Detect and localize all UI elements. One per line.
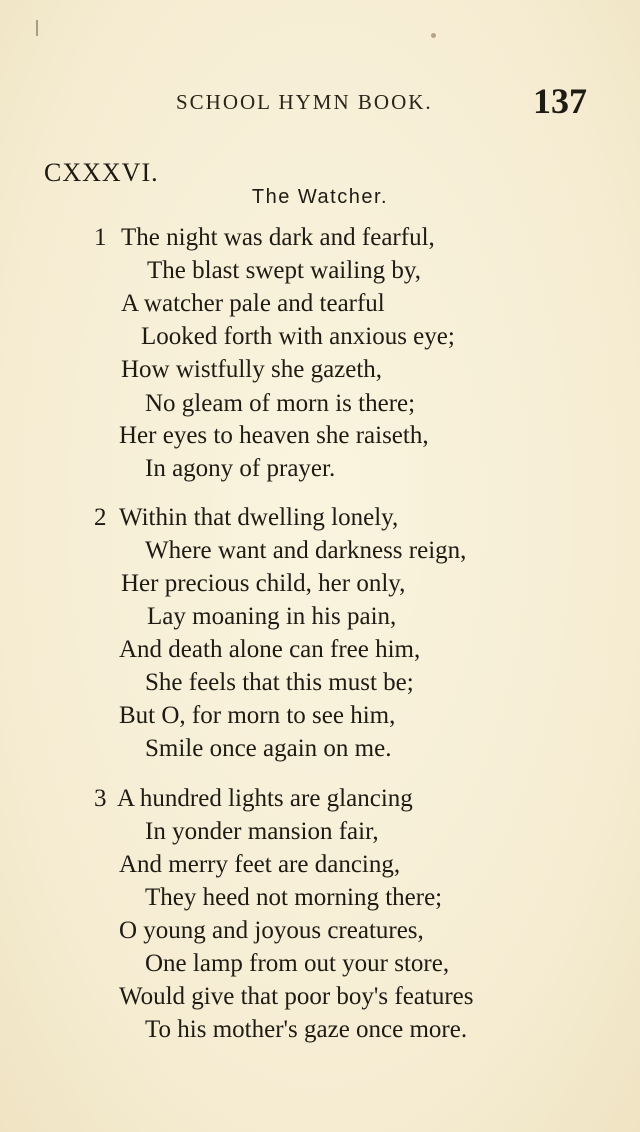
running-head: SCHOOL HYMN BOOK. <box>176 90 433 114</box>
verse-line: She feels that this must be; <box>145 669 414 696</box>
verse-line: Lay moaning in his pain, <box>147 603 397 630</box>
ink-speck <box>431 33 436 38</box>
verse-line: One lamp from out your store, <box>145 950 450 977</box>
verse-line: To his mother's gaze once more. <box>145 1016 468 1043</box>
verse-line: The night was dark and fearful, <box>121 224 435 251</box>
verse-line: Where want and darkness reign, <box>145 537 467 564</box>
verse-number: 2 <box>94 504 107 531</box>
verse-line: How wistfully she gazeth, <box>121 356 383 383</box>
margin-mark <box>36 20 38 36</box>
verse-line: They heed not morning there; <box>145 884 443 911</box>
verse-line: Would give that poor boy's features <box>119 983 474 1010</box>
verse-line: No gleam of morn is there; <box>145 390 416 417</box>
verse-line: In yonder mansion fair, <box>145 818 379 845</box>
verse-line: Smile once again on me. <box>145 735 392 762</box>
verse-line: The blast swept wailing by, <box>147 257 422 284</box>
verse-line: And merry feet are dancing, <box>119 851 401 878</box>
verse-line: A watcher pale and tearful <box>121 290 385 317</box>
verse-line: Her precious child, her only, <box>121 570 406 597</box>
page-number: 137 <box>533 81 587 121</box>
verse-line: Within that dwelling lonely, <box>119 504 399 531</box>
verse-line: O young and joyous creatures, <box>119 917 424 944</box>
hymn-title <box>0 186 640 209</box>
hymn-number: CXXXVI. <box>44 158 159 187</box>
verse-number: 3 <box>94 785 107 812</box>
verse-number: 1 <box>94 224 107 251</box>
hymn-title-text: The Watcher. <box>251 186 389 208</box>
verse-line: Looked forth with anxious eye; <box>141 323 455 350</box>
verse-line: A hundred lights are glancing <box>117 785 413 812</box>
verse-line: In agony of prayer. <box>145 455 336 482</box>
verse-line: And death alone can free him, <box>119 636 421 663</box>
verse-line: But O, for morn to see him, <box>119 702 396 729</box>
verse-line: Her eyes to heaven she raiseth, <box>119 422 429 449</box>
